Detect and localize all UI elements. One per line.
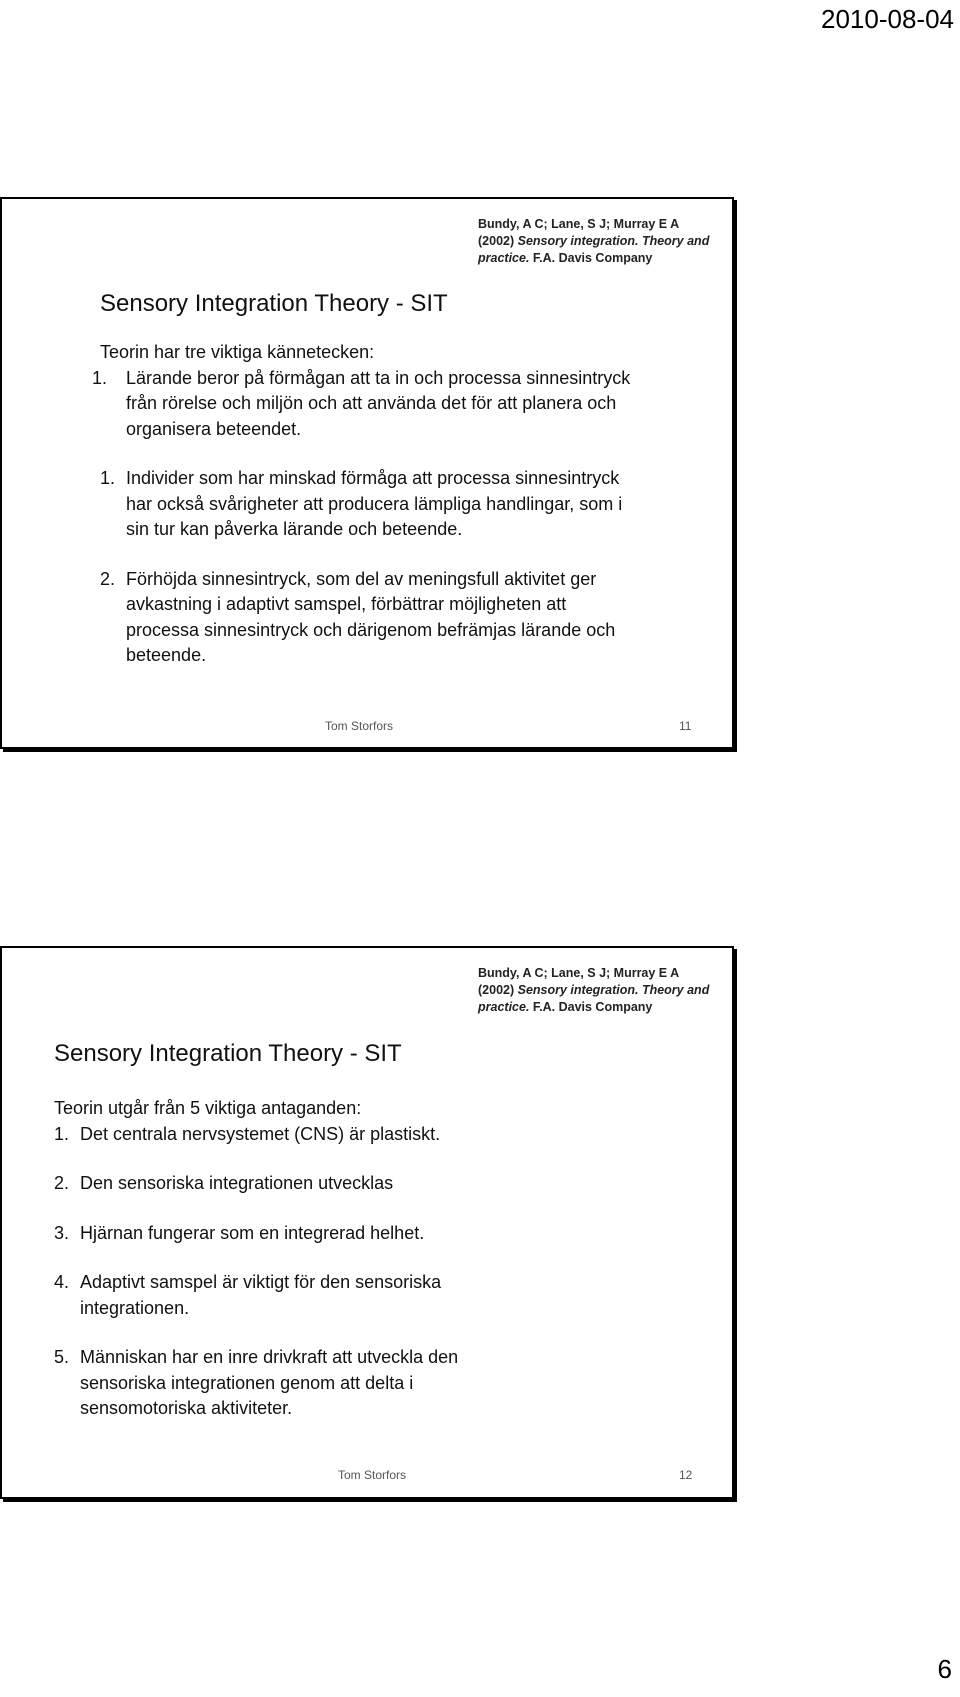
list-item <box>54 1171 514 1197</box>
footer-author: Tom Storfors <box>325 719 394 733</box>
slide-body <box>54 1096 514 1422</box>
list-item-text: Den sensoriska integrationen utvecklas <box>80 1173 394 1193</box>
list-item-number: 2. <box>54 1173 70 1193</box>
list-item-number: 4. <box>54 1272 70 1292</box>
list-item <box>92 567 636 669</box>
footer-author: Tom Storfors <box>338 1468 407 1482</box>
list-item-number: 1. <box>54 1123 70 1144</box>
list-item-text: Människan har en inre drivkraft att utveckla den sensoriska integrationen genom att delta i sensomotoriska aktiviteter. <box>80 1347 459 1418</box>
list-item-text: Hjärnan fungerar som en integrerad helhet. <box>80 1222 425 1243</box>
list-item <box>54 1345 510 1422</box>
list-item <box>54 1221 514 1247</box>
slide-body <box>92 340 660 669</box>
citation-authors: Bundy, A C; Lane, S J; Murray E A <box>478 217 680 231</box>
slide-12 <box>0 946 734 1499</box>
citation-year: (2002) <box>478 983 515 997</box>
citation <box>478 965 728 1016</box>
list-item <box>54 1122 514 1148</box>
intro-text: Teorin utgår från 5 viktiga antaganden: <box>54 1098 362 1118</box>
citation-year: (2002) <box>478 234 515 248</box>
slide-number: 12 <box>679 1468 693 1482</box>
slide-title: Sensory Integration Theory - SIT <box>100 290 448 317</box>
citation-title: Sensory integration. Theory and practice. <box>478 234 710 265</box>
list-item <box>92 466 636 543</box>
page-date: 2010-08-04 <box>821 4 954 34</box>
list-item-text: Individer som har minskad förmåga att processa sinnesintryck har också svårigheter att producera lämpliga handlingar, som i sin tur kan påverka lärande och beteende. <box>126 468 623 539</box>
slide-number: 11 <box>679 719 692 733</box>
citation-publisher: F.A. Davis Company <box>532 1000 653 1014</box>
slide-11 <box>0 197 734 749</box>
slide-title: Sensory Integration Theory - SIT <box>54 1040 402 1067</box>
list-item-number: 3. <box>54 1222 70 1243</box>
list-item-text: Förhöjda sinnesintryck, som del av meningsfull aktivitet ger avkastning i adaptivt samspel, förbättrar möjligheten att processa sinnesintryck och därigenom befrämjas lärande och beteende. <box>126 568 616 665</box>
list-item-number: 1. <box>92 367 108 388</box>
list-item-number: 2. <box>100 568 116 589</box>
citation-title: Sensory integration. Theory and practice. <box>478 983 710 1014</box>
citation-authors: Bundy, A C; Lane, S J; Murray E A <box>478 966 680 980</box>
list-item-number: 1. <box>100 468 116 488</box>
citation <box>478 216 728 267</box>
list-item-text: Lärande beror på förmågan att ta in och processa sinnesintryck från rörelse och miljön och att använda det för att planera och organisera beteendet. <box>126 367 631 439</box>
list-item-text: Adaptivt samspel är viktigt för den sensoriska integrationen. <box>80 1272 442 1318</box>
list-item <box>92 366 660 443</box>
list-item-text: Det centrala nervsystemet (CNS) är plastiskt. <box>80 1123 441 1144</box>
list-item <box>54 1270 510 1321</box>
list-item-number: 5. <box>54 1347 70 1367</box>
intro-text: Teorin har tre viktiga kännetecken: <box>100 342 375 362</box>
citation-publisher: F.A. Davis Company <box>532 251 653 265</box>
page-number: 6 <box>937 1654 952 1684</box>
